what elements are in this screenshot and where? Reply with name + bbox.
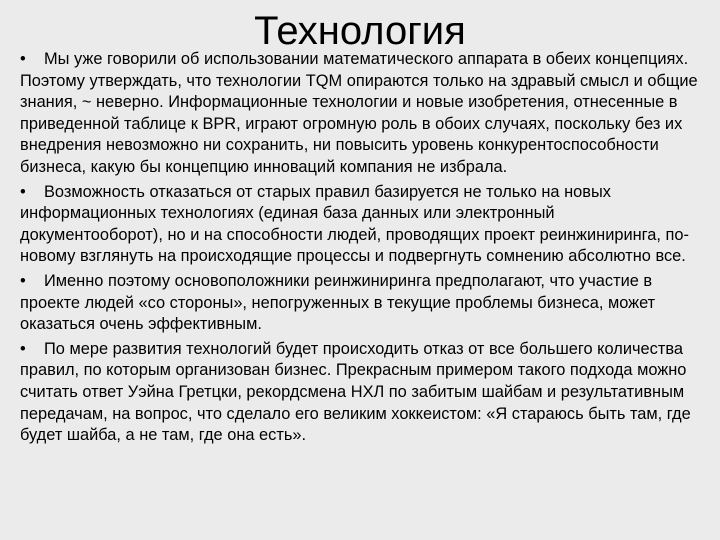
bullet-item: [20, 49, 700, 179]
bullet-item: [20, 271, 700, 336]
bullet-icon: •: [20, 271, 26, 290]
slide-body: [20, 49, 700, 450]
bullet-item: [20, 182, 700, 268]
bullet-text: Возможность отказаться от старых правил базируется не только на новых информационных технологиях (единая база данных или электронный документооборот), но и на способности людей, проводящих проект реинжиниринга, по-новому взглянуть на происходящие процессы и подвергнуть сомнению абсолютно все.: [20, 182, 689, 266]
bullet-text: Именно поэтому основоположники реинжиниринга предполагают, что участие в проекте людей «со стороны», непогруженных в текущие проблемы бизнеса, может оказаться очень эффективным.: [20, 271, 656, 334]
bullet-icon: •: [20, 182, 26, 201]
bullet-text: По мере развития технологий будет происходить отказ от все большего количества правил, по которым организован бизнес. Прекрасным примером такого подхода можно считать ответ Уэйна Гретцки, рекордсмена НХЛ по забитым шайбам и результативным передачам, на вопрос, что сделало его великим хоккеистом: «Я стараюсь быть там, где будет шайба, а не там, где она есть».: [20, 339, 691, 445]
bullet-icon: •: [20, 50, 26, 68]
bullet-item: [20, 339, 700, 447]
bullet-icon: •: [20, 339, 26, 358]
bullet-text: Мы уже говорили об использовании математического аппарата в обеих концепциях. Поэтому утверждать, что технологии TQM опираются только на здравый смысл и общие знания, ~ неверно. Информационные технологии и новые изобретения, отнесенные в приведенной таблице к BPR, играют огромную роль в обоих случаях, поскольку без их внедрения невозможно ни сохранить, ни повысить уровень конкурентоспособности бизнеса, какую бы концепцию инноваций компания не избрала.: [20, 50, 698, 176]
slide-title: Технология: [254, 9, 466, 53]
